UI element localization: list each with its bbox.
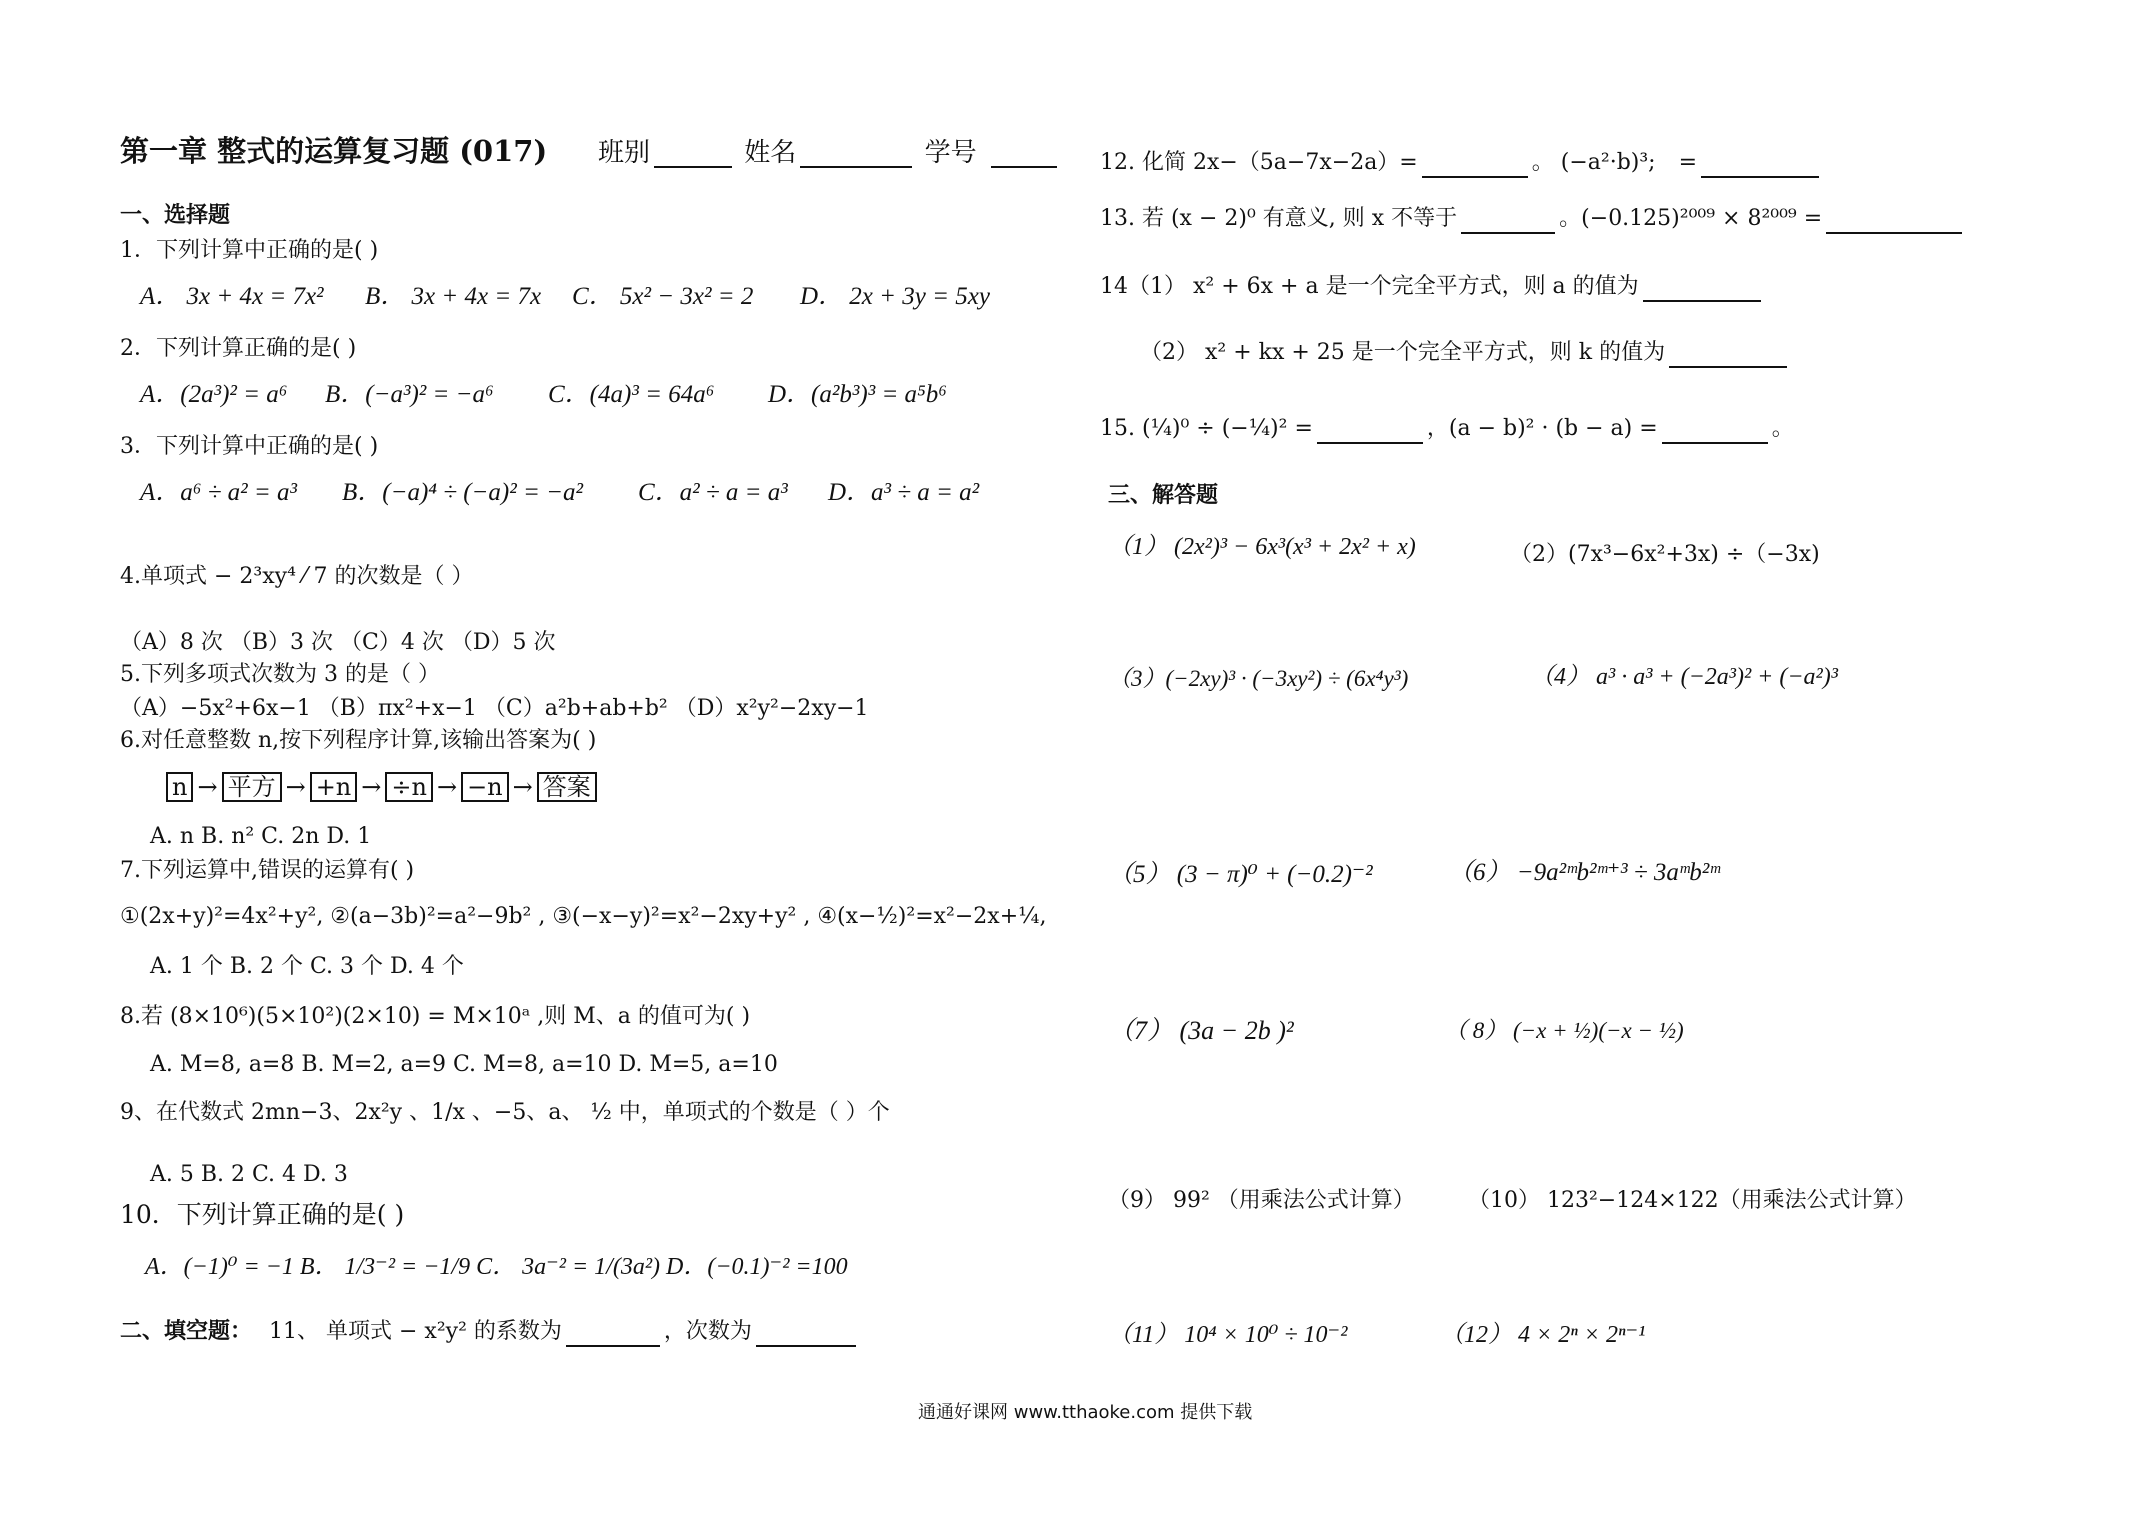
q1-option-a: A． 3x + 4x = 7x² xyxy=(140,283,324,310)
q14b-text: （2） x² + kx + 25 是一个完全平方式，则 k 的值为 xyxy=(1140,340,1666,365)
q8-options: A. M=8, a=8 B. M=2, a=9 C. M=8, a=10 D. M=5, a=10 xyxy=(150,1052,778,1077)
q13-blank-2[interactable] xyxy=(1826,210,1962,234)
problem-9: （9） 99² （用乘法公式计算） xyxy=(1108,1188,1415,1213)
question-14-1 xyxy=(1100,272,1765,302)
flow-box-n: n xyxy=(166,772,193,802)
student-info-line xyxy=(598,138,1061,168)
q12-blank-2[interactable] xyxy=(1701,154,1819,178)
arrow-icon: → xyxy=(285,773,306,801)
problem-1: （1） (2x²)³ − 6x³(x³ + 2x² + x) xyxy=(1108,534,1416,560)
question-13 xyxy=(1100,204,1966,234)
question-4: 4.单项式 − 2³xy⁴ ⁄ 7 的次数是（ ） xyxy=(120,564,474,589)
q2-option-c: C．(4a)³ = 64a⁶ xyxy=(548,381,715,408)
question-6: 6.对任意整数 n,按下列程序计算,该输出答案为( ) xyxy=(120,728,597,753)
flow-box-div-n: ÷n xyxy=(385,772,433,802)
id-blank[interactable] xyxy=(991,144,1057,168)
q1-option-b: B． 3x + 4x = 7x xyxy=(365,283,542,310)
section-heading-solve: 三、解答题 xyxy=(1108,482,1219,508)
problem-8: （ 8） (−x + ½)(−x − ½) xyxy=(1444,1018,1684,1043)
q1-option-d: D． 2x + 3y = 5xy xyxy=(800,283,990,310)
problem-5: （5） (3 − π)⁰ + (−0.2)⁻² xyxy=(1108,861,1373,888)
question-8: 8.若 (8×10⁶)(5×10²)(2×10) = M×10ᵃ ,则 M、a 的值可为( ) xyxy=(120,1004,751,1029)
q14b-blank[interactable] xyxy=(1669,344,1787,368)
q7-items: ①(2x+y)²=4x²+y², ②(a−3b)²=a²−9b² , ③(−x−y)²=x²−2xy+y² , ④(x−½)²=x²−2x+¼, xyxy=(120,904,1047,929)
q11-degree-blank[interactable] xyxy=(756,1323,856,1347)
section-heading-choice: 一、选择题 xyxy=(120,202,231,228)
question-5: 5.下列多项式次数为 3 的是（ ） xyxy=(120,662,440,687)
question-2: 2．下列计算正确的是( ) xyxy=(120,336,357,361)
question-1: 1．下列计算中正确的是( ) xyxy=(120,238,379,263)
footer-source: 通通好课网 www.tthaoke.com 提供下载 xyxy=(918,1402,1253,1423)
q14a-text: 14（1） x² + 6x + a 是一个完全平方式，则 a 的值为 xyxy=(1100,274,1639,299)
q15-blank-2[interactable] xyxy=(1662,420,1768,444)
q12-blank-1[interactable] xyxy=(1422,154,1528,178)
section-heading-fill: 二、填空题： xyxy=(120,1318,253,1344)
question-15 xyxy=(1100,414,1794,444)
q6-flowchart xyxy=(166,772,597,803)
q2-option-a: A．(2a³)² = a⁶ xyxy=(140,381,288,408)
q15-text-b: ，(a − b)² · (b − a) = xyxy=(1426,416,1658,441)
q3-option-a: A．a⁶ ÷ a² = a³ xyxy=(140,479,298,506)
arrow-icon: → xyxy=(361,773,382,801)
problem-2: （2）(7x³−6x²+3x) ÷（−3x) xyxy=(1510,542,1820,567)
q2-option-b: B．(−a³)² = −a⁶ xyxy=(325,381,494,408)
problem-3: （3）(−2xy)³ · (−3xy²) ÷ (6x⁴y³) xyxy=(1108,666,1409,691)
problem-7: （7） (3a − 2b )² xyxy=(1108,1016,1294,1045)
q12-text-b: 。 (−a²·b)³; xyxy=(1531,150,1656,175)
id-label: 学号 xyxy=(924,138,977,168)
question-11: 11、 单项式 − x²y² 的系数为 xyxy=(269,1319,562,1344)
arrow-icon: → xyxy=(197,773,218,801)
q6-options: A. n B. n² C. 2n D. 1 xyxy=(150,824,372,849)
name-blank[interactable] xyxy=(800,144,912,168)
q9-options: A. 5 B. 2 C. 4 D. 3 xyxy=(150,1162,348,1187)
question-9: 9、在代数式 2mn−3、2x²y 、1/x 、−5、a、 ½ 中，单项式的个数是（ ）个 xyxy=(120,1100,890,1125)
question-14-2 xyxy=(1140,338,1791,368)
flow-box-minus-n: −n xyxy=(461,772,509,802)
q3-option-b: B．(−a)⁴ ÷ (−a)² = −a² xyxy=(342,479,583,506)
arrow-icon: → xyxy=(436,773,458,801)
q13-text: 13. 若 (x − 2)⁰ 有意义, 则 x 不等于 xyxy=(1100,206,1458,231)
name-label: 姓名 xyxy=(744,138,797,168)
q15-end: 。 xyxy=(1771,416,1794,441)
q3-option-c: C．a² ÷ a = a³ xyxy=(638,479,788,506)
class-label: 班别 xyxy=(598,138,651,168)
q1-option-c: C． 5x² − 3x² = 2 xyxy=(572,283,754,310)
flow-box-square: 平方 xyxy=(222,772,282,802)
problem-6: （6） −9a²ᵐb²ᵐ⁺³ ÷ 3aᵐb²ᵐ xyxy=(1448,859,1720,886)
fill-section-line xyxy=(120,1316,860,1347)
question-12 xyxy=(1100,148,1823,178)
q14a-blank[interactable] xyxy=(1643,278,1761,302)
problem-10: （10） 123²−124×122（用乘法公式计算） xyxy=(1468,1188,1917,1213)
q3-option-d: D．a³ ÷ a = a² xyxy=(828,479,980,506)
q15-blank-1[interactable] xyxy=(1317,420,1423,444)
flow-box-plus-n: +n xyxy=(310,772,358,802)
arrow-icon: → xyxy=(512,773,533,801)
question-7: 7.下列运算中,错误的运算有( ) xyxy=(120,858,415,883)
q7-options: A. 1 个 B. 2 个 C. 3 个 D. 4 个 xyxy=(150,954,464,979)
question-10: 10．下列计算正确的是( ) xyxy=(120,1200,405,1229)
flow-box-answer: 答案 xyxy=(537,772,597,802)
question-11-degree: ，次数为 xyxy=(663,1319,752,1344)
q5-options: （A）−5x²+6x−1 （B）πx²+x−1 （C）a²b+ab+b² （D）x²y²−2xy−1 xyxy=(120,696,869,721)
q13-blank-1[interactable] xyxy=(1461,210,1555,234)
question-3: 3．下列计算中正确的是( ) xyxy=(120,434,379,459)
problem-4: （4） a³ · a³ + (−2a³)² + (−a²)³ xyxy=(1530,664,1838,690)
q13-text-b: 。(−0.125)²⁰⁰⁹ × 8²⁰⁰⁹ = xyxy=(1559,206,1823,231)
problem-11: （11） 10⁴ × 10⁰ ÷ 10⁻² xyxy=(1108,1322,1348,1348)
q2-option-d: D．(a²b³)³ = a⁵b⁶ xyxy=(768,381,947,408)
class-blank[interactable] xyxy=(654,144,732,168)
page-title: 第一章 整式的运算复习题 (017) xyxy=(120,134,548,168)
q15-text: 15. (¼)⁰ ÷ (−¼)² = xyxy=(1100,416,1313,441)
problem-12: （12） 4 × 2ⁿ × 2ⁿ⁻¹ xyxy=(1440,1322,1646,1348)
q11-coefficient-blank[interactable] xyxy=(566,1323,660,1347)
q4-options: （A）8 次 （B）3 次 （C）4 次 （D）5 次 xyxy=(120,630,556,655)
q10-options: A．(−1)⁰ = −1 B． 1/3⁻² = −1/9 C． 3a⁻² = 1/(3a²) D．(−0.1)⁻² =100 xyxy=(145,1254,848,1280)
q12-text: 12. 化简 2x−（5a−7x−2a）= xyxy=(1100,150,1418,175)
q12-text-c: = xyxy=(1678,150,1698,175)
